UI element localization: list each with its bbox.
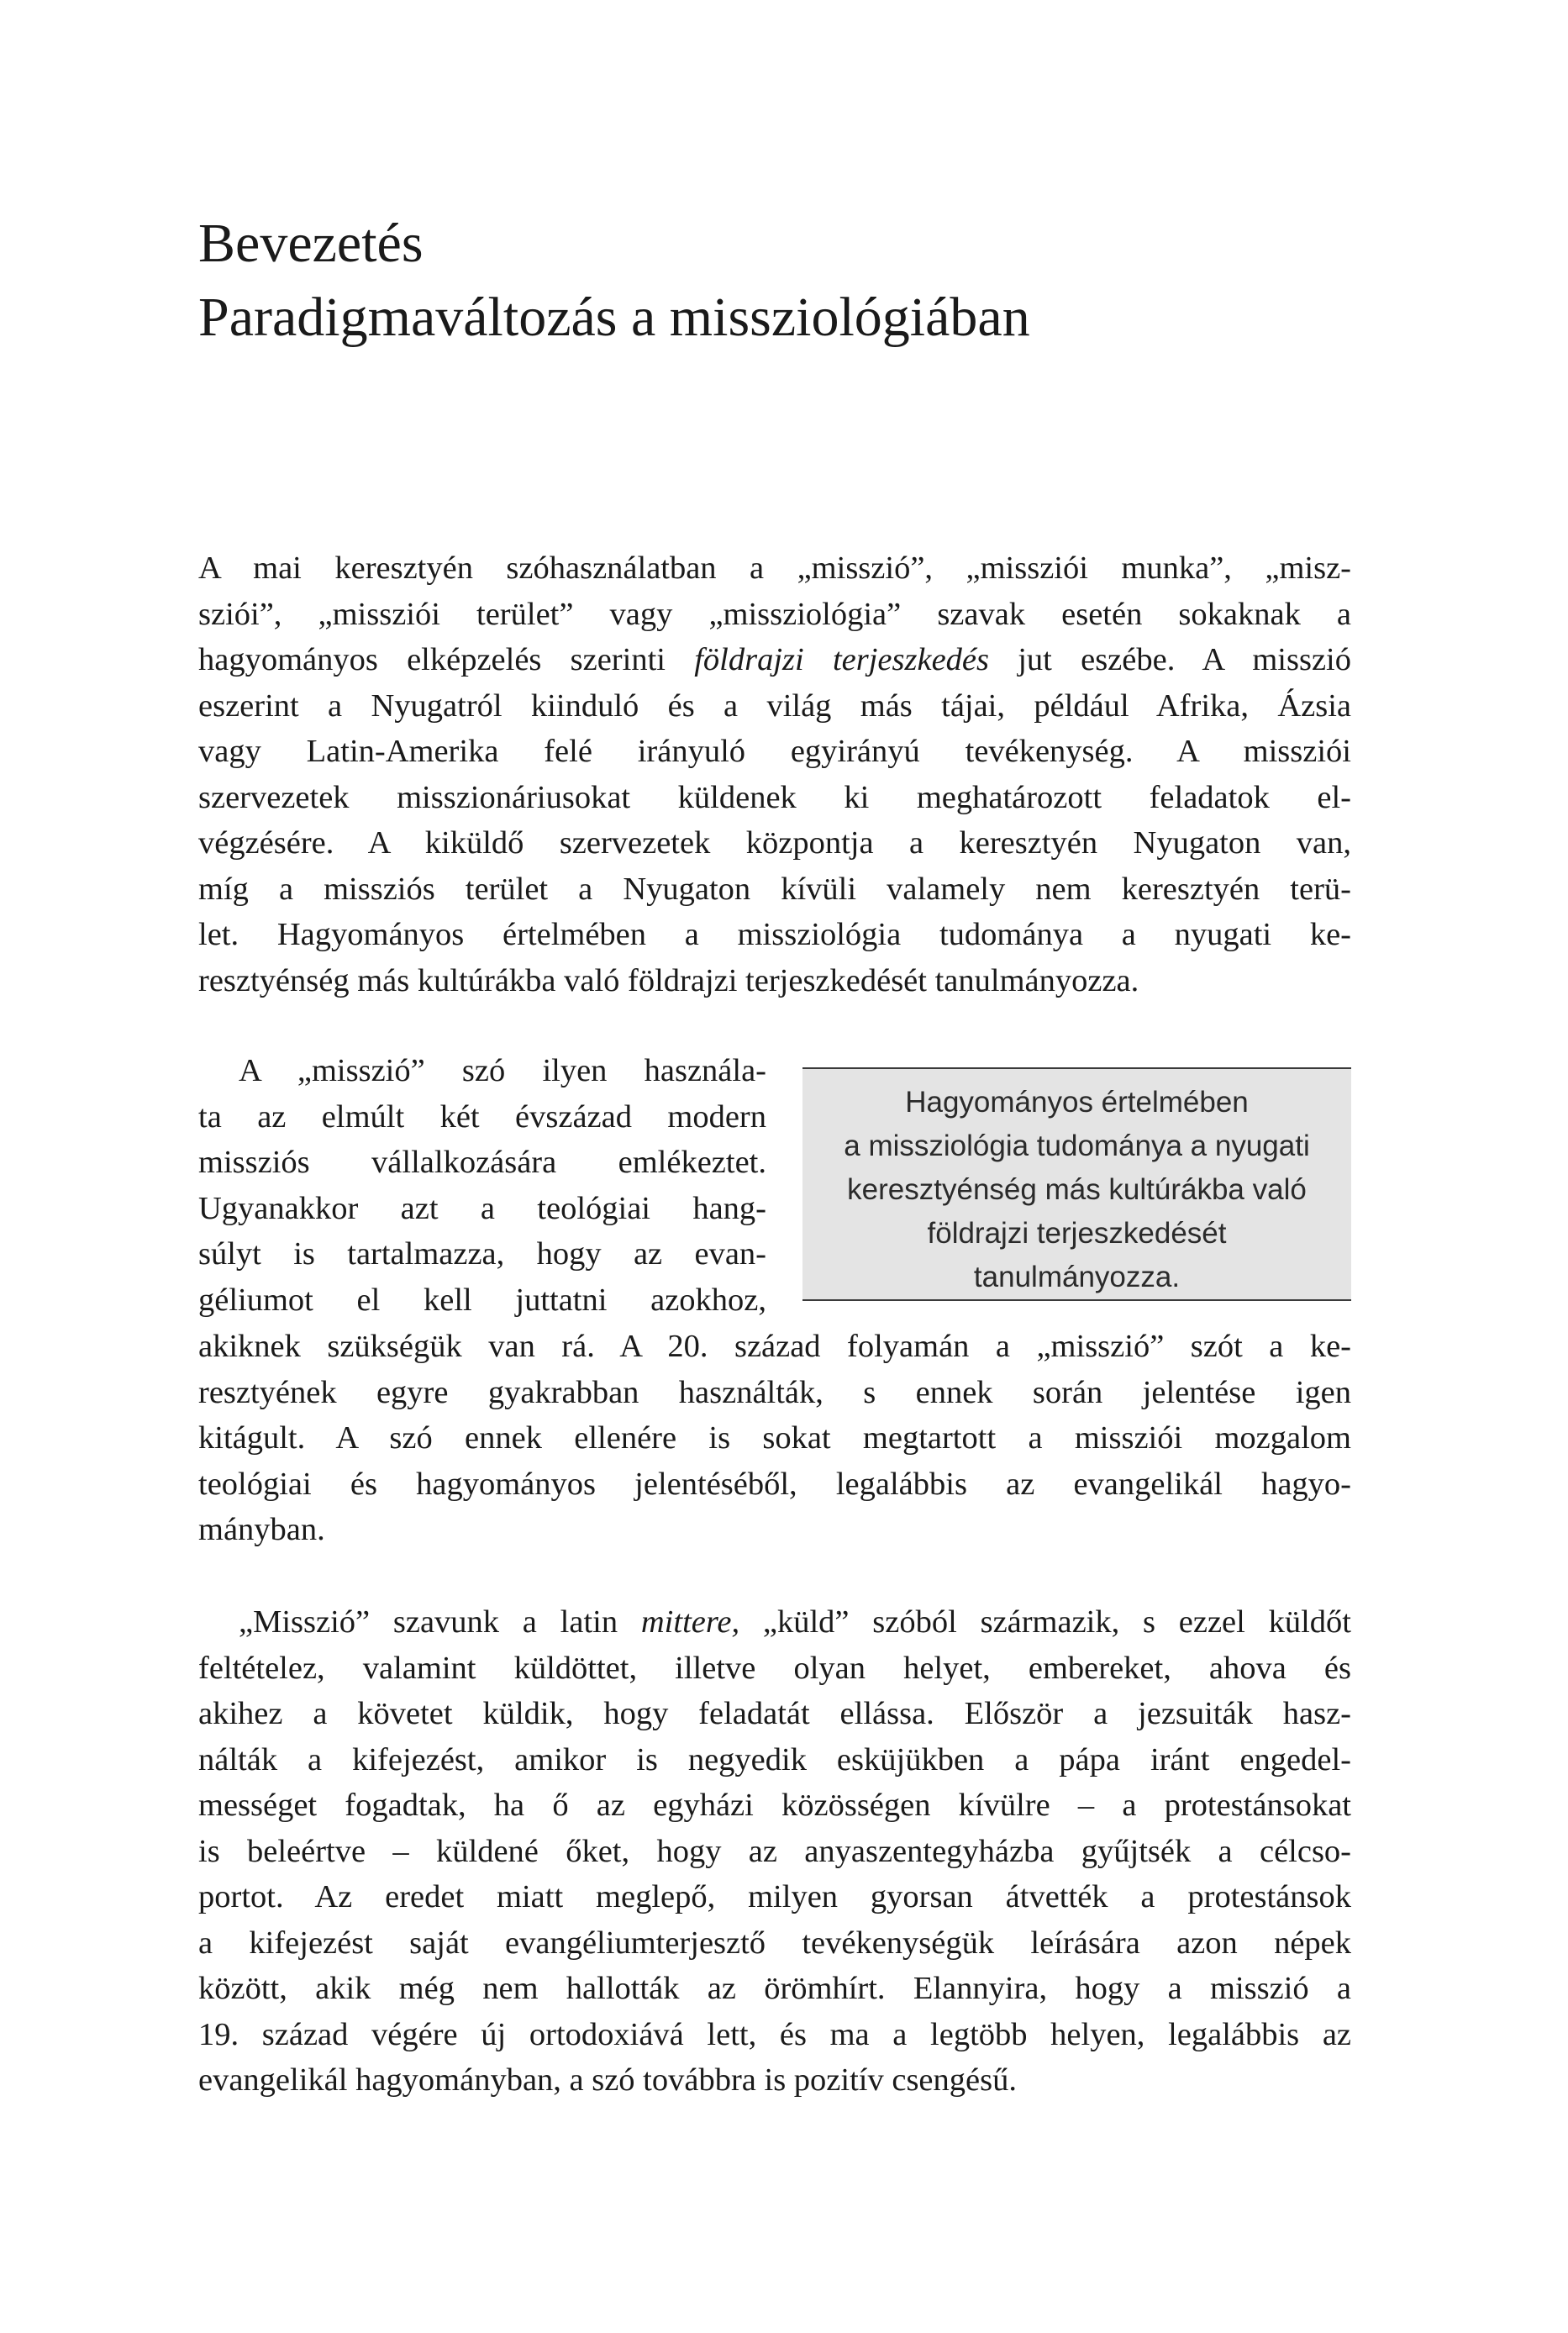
- chapter-heading: [198, 207, 1375, 355]
- text-line: mességet fogadtak, ha ő az egyházi közösségen kívülre – a protestánsokat: [198, 1788, 1351, 1823]
- text-span: hagyományos elképzelés szerinti: [198, 642, 695, 677]
- text-line: a kifejezést saját evangéliumterjesztő tevékenységük leírására azon népek: [198, 1925, 1351, 1961]
- text-line: A „misszió” szó ilyen használa-: [239, 1053, 766, 1088]
- text-line: resztyénség más kultúrákba való földrajzi terjeszkedését tanulmányozza.: [198, 962, 1139, 998]
- text-line: akihez a követet küldik, hogy feladatát ellássa. Először a jezsuiták hasz-: [198, 1696, 1351, 1731]
- pull-quote-line: földrajzi terjeszkedését: [927, 1217, 1227, 1250]
- text-line: míg a missziós terület a Nyugaton kívüli valamely nem keresztyén terü-: [198, 871, 1351, 907]
- paragraph-3: [198, 1599, 1351, 2104]
- text-line: ta az elmúlt két évszázad modern: [198, 1098, 766, 1135]
- text-line: sziói”, „missziói terület” vagy „missziológia” szavak esetén sokaknak a: [198, 596, 1351, 632]
- pull-quote-line: tanulmányozza.: [973, 1261, 1181, 1293]
- text-line: között, akik még nem hallották az örömhírt. Elannyira, hogy a misszió a: [198, 1971, 1351, 2006]
- text-line: vagy Latin-Amerika felé irányuló egyirányú tevékenység. A missziói: [198, 734, 1351, 769]
- chapter-title: Bevezetés: [198, 213, 424, 274]
- text-line: nálták a kifejezést, amikor is negyedik esküjükben a pápa iránt engedel-: [198, 1741, 1351, 1777]
- text-line: is beleértve – küldené őket, hogy az anyaszentegyházba gyűjtsék a célcso-: [198, 1833, 1351, 1869]
- text-line: szervezetek misszionáriusokat küldenek ki meghatározott feladatok el-: [198, 779, 1351, 815]
- text-line: [198, 1599, 1351, 1646]
- text-line: teológiai és hagyományos jelentéséből, legalábbis az evangelikál hagyo-: [198, 1466, 1351, 1502]
- text-line: géliumot el kell juttatni azokhoz,: [198, 1282, 766, 1318]
- emphasis-text: földrajzi terjeszkedés: [694, 642, 989, 677]
- text-line: feltételez, valamint küldöttet, illetve olyan helyet, embereket, ahova és: [198, 1650, 1351, 1686]
- text-line: Ugyanakkor azt a teológiai hang-: [198, 1190, 766, 1226]
- text-line: eszerint a Nyugatról kiinduló és a világ más tájai, például Afrika, Ázsia: [198, 687, 1351, 724]
- paragraph-1: [198, 545, 1351, 1003]
- text-line: A mai keresztyén szóhasználatban a „misszió”, „missziói munka”, „misz-: [198, 550, 1351, 586]
- pull-quote-line: keresztyénség más kultúrákba való: [847, 1173, 1307, 1206]
- paragraph-2-continued: [198, 1324, 1351, 1553]
- text-line: mányban.: [198, 1512, 325, 1547]
- text-span: „küld” szóból származik, s ezzel küldőt: [739, 1604, 1351, 1640]
- text-span: jut eszébe. A misszió: [988, 642, 1351, 677]
- text-line: missziós vállalkozására emlékeztet.: [198, 1145, 766, 1180]
- pull-quote: [802, 1067, 1351, 1301]
- text-line: resztyének egyre gyakrabban használták, s ennek során jelentése igen: [198, 1374, 1351, 1410]
- pull-quote-line: a missziológia tudománya a nyugati: [844, 1130, 1310, 1162]
- text-line: evangelikál hagyományban, a szó továbbra is pozitív csengésű.: [198, 2062, 1017, 2098]
- text-line: végzésére. A kiküldő szervezetek központja a keresztyén Nyugaton van,: [198, 825, 1351, 861]
- text-line: let. Hagyományos értelmében a missziológia tudománya a nyugati ke-: [198, 917, 1351, 952]
- chapter-subtitle: Paradigmaváltozás a missziológiában: [198, 287, 1030, 348]
- text-line: [198, 637, 1351, 683]
- text-line: portot. Az eredet miatt meglepő, milyen gyorsan átvették a protestánsok: [198, 1879, 1351, 1914]
- text-line: kitágult. A szó ennek ellenére is sokat megtartott a missziói mozgalom: [198, 1420, 1351, 1456]
- text-line: 19. század végére új ortodoxiává lett, és ma a legtöbb helyen, legalábbis az: [198, 2016, 1351, 2052]
- text-line: akiknek szükségük van rá. A 20. század folyamán a „misszió” szót a ke-: [198, 1329, 1351, 1364]
- emphasis-text: mittere,: [640, 1604, 740, 1640]
- text-span: „Misszió” szavunk a latin: [239, 1604, 641, 1640]
- text-line: súlyt is tartalmazza, hogy az evan-: [198, 1236, 766, 1272]
- pull-quote-line: Hagyományos értelmében: [905, 1086, 1249, 1119]
